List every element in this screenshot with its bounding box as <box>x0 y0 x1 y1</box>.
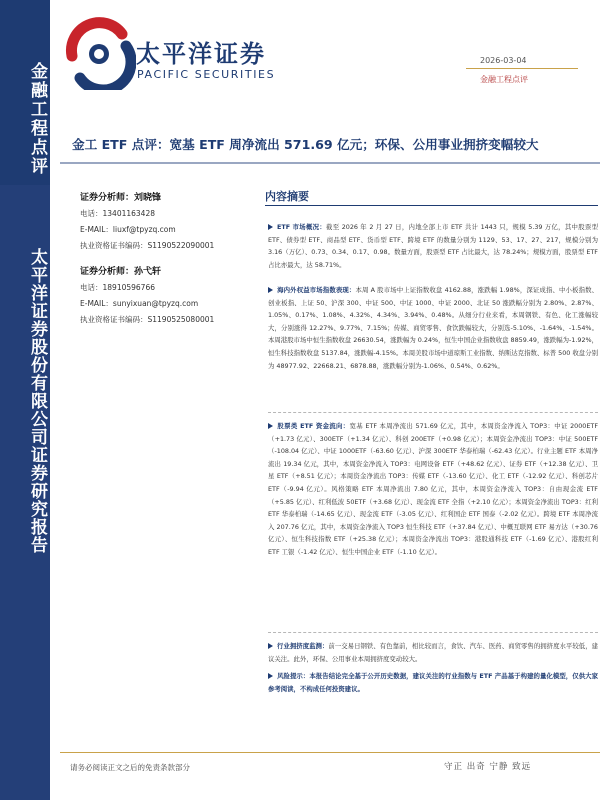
pacific-securities-logo-icon <box>62 16 136 90</box>
report-type: 金融工程点评 <box>480 75 528 84</box>
section-body: 本报告结论完全基于公开历史数据，建议关注的行业指数与 ETF 产品基于构建的量化模型，仅供大家参考阅读，不构成任何投资建议。 <box>268 672 599 693</box>
section-divider <box>268 632 598 633</box>
analyst-phone: 电话：18910596766 <box>80 283 155 292</box>
section-body: 本周 A 股市场中上证指数收盘 4162.88，涨跌幅 1.98%，深证成指、中小板指数、创业板指、上证 50、沪深 300、中证 500、中证 1000、中证 2000、北证 50 涨跌幅分别为 2.80%、2.87%、1.05%、0.17%、1.08%、4.32%、4.34%、3.94%、0.48%。从细分行业来看，本周钢铁、有色、化工涨幅较大，分别涨得 12.27%、9.77%、7.15%；传媒、商贸零售、食饮跌幅较大，分别选-5.10%、-1.64%、-1.54%。本周港股市场中恒生指数收盘 26630.54，涨跌幅为 0.24%，恒生中国企业指数收盘 8859.49，涨跌幅为-1.92%，恒生科技指数收盘 5137.84，涨跌幅-4.15%。本周美股市场中道琼斯工业指数、纳斯达克指数、标普 500 收盘分别为 48977.92、22668.21、6878.88，涨跌幅分别为-1.06%、0.54%、0.62%。 <box>268 286 599 370</box>
analyst-phone: 电话：13401163428 <box>80 209 155 218</box>
brand-name-cn: 太平洋证券 <box>136 40 266 68</box>
summary-heading: 内容摘要 <box>265 190 309 203</box>
footer-motto: 守正 出奇 宁静 致远 <box>444 762 532 772</box>
sidebar-company-label: 太平洋证券股份有限公司证券研究报告 <box>27 248 47 554</box>
section-body: 宽基 ETF 本周净流出 571.69 亿元，其中，本周资金净流入 TOP3：中证 2000ETF（+1.73 亿元）、300ETF（+1.34 亿元）、科创 200ETF（+0.98 亿元）；本周资金净流出 TOP3：中证 500ETF（-108.04 亿元）、中证 1000ETF（-63.60 亿元）、沪深 300ETF 华泰柏瑞（-62.43 亿元）。行业主题 ETF 本周净流出 19.34 亿元，其中，本周资金净流入 TOP3：电网设备 ETF（+48.62 亿元）、证券 ETF（+12.38 亿元）、卫星 ETF（+8.51 亿元）；本周资金净流出 TOP3：传媒 ETF（-13.60 亿元）、化工 ETF（-12.92 亿元）、科创芯片 ETF（-9.94 亿元）。风格策略 ETF 本周净流出 7.80 亿元，其中，本周资金净流入 TOP3：自由现金流 ETF（+5.85 亿元）、红利低波 50ETF（+3.68 亿元）、现金流 ETF 全指（+2.10 亿元）；本周资金净流出 TOP3：红利 ETF 华泰柏瑞（-14.65 亿元）、现金流 ETF（-3.05 亿元）、红利国企 ETF 国泰（-2.02 亿元）。跨境 ETF 本周净流入 207.76 亿元，其中，本周资金净流入 TOP3 恒生科技 ETF（+37.84 亿元）、中概互联网 ETF 易方达（+30.76 亿元）、恒生科技指数 ETF（+25.38 亿元）；本周资金净流出 TOP3：港股通科技 ETF（-1.69 亿元）、港股红利 ETF 工银（-1.42 亿元）、恒生中国企业 ETF（-1.10 亿元）。 <box>268 422 598 556</box>
summary-section-risk <box>268 670 598 695</box>
section-heading: 风险提示： <box>277 672 310 680</box>
section-heading: ETF 市场概况： <box>277 223 327 231</box>
section-heading: 行业拥挤度监测： <box>277 642 329 650</box>
analyst-email: E-MAIL：sunyixuan@tpyzq.com <box>80 299 199 308</box>
header-divider <box>466 68 578 69</box>
bullet-icon <box>268 224 273 230</box>
analyst-block <box>80 190 250 328</box>
summary-section-fund-flows <box>268 420 598 559</box>
bullet-icon <box>268 643 273 649</box>
summary-divider <box>265 205 598 206</box>
section-body: 截至 2026 年 2 月 27 日，内地全部上市 ETF 共计 1443 只，规模 5.39 万亿，其中股票型 ETF、债券型 ETF、商品型 ETF、货币型 ETF、跨境 ETF 的数量分别为 1129、53、17、27、217，规模分别为 3.16（万亿）、0.73、0.34、0.17、0.98。数量方面，股票型 ETF 占比最大，达 78.24%；规模方面，股票型 ETF 占比亦最大，达 58.71%。 <box>268 223 598 269</box>
bullet-icon <box>268 423 273 429</box>
section-body: 前一交易日钢铁、有色靠前，相比较而言，食饮、汽车、医药、商贸零售的拥挤度水平较低，建议关注。此外，环保、公用事业本周拥挤度变动较大。 <box>268 642 598 663</box>
analyst-name: 证券分析师：孙弋轩 <box>80 267 162 277</box>
analyst-email: E-MAIL：liuxf@tpyzq.com <box>80 225 176 234</box>
footer-disclaimer: 请务必阅读正文之后的免责条款部分 <box>70 763 190 772</box>
summary-section-index-performance <box>268 284 598 372</box>
analyst-name: 证券分析师：刘晓锋 <box>80 193 162 203</box>
title-divider <box>60 162 600 164</box>
section-heading: 海内外权益市场指数表现： <box>277 286 356 294</box>
summary-section-crowding <box>268 640 598 665</box>
report-title: 金工 ETF 点评：宽基 ETF 周净流出 571.69 亿元；环保、公用事业拥挤变幅较大 <box>72 137 539 152</box>
section-heading: 股票类 ETF 资金流向： <box>277 422 350 430</box>
summary-section-etf-overview <box>268 221 598 271</box>
section-divider <box>268 412 598 413</box>
analyst-cert: 执业资格证书编码：S1190522090001 <box>80 241 215 250</box>
footer-divider <box>60 752 600 753</box>
bullet-icon <box>268 287 273 293</box>
sidebar-report-category: 金融工程点评 <box>27 62 47 176</box>
analyst-cert: 执业资格证书编码：S1190525080001 <box>80 315 215 324</box>
brand-name-en: PACIFIC SECURITIES <box>137 68 276 81</box>
bullet-icon <box>268 673 273 679</box>
report-date: 2026-03-04 <box>480 56 527 65</box>
